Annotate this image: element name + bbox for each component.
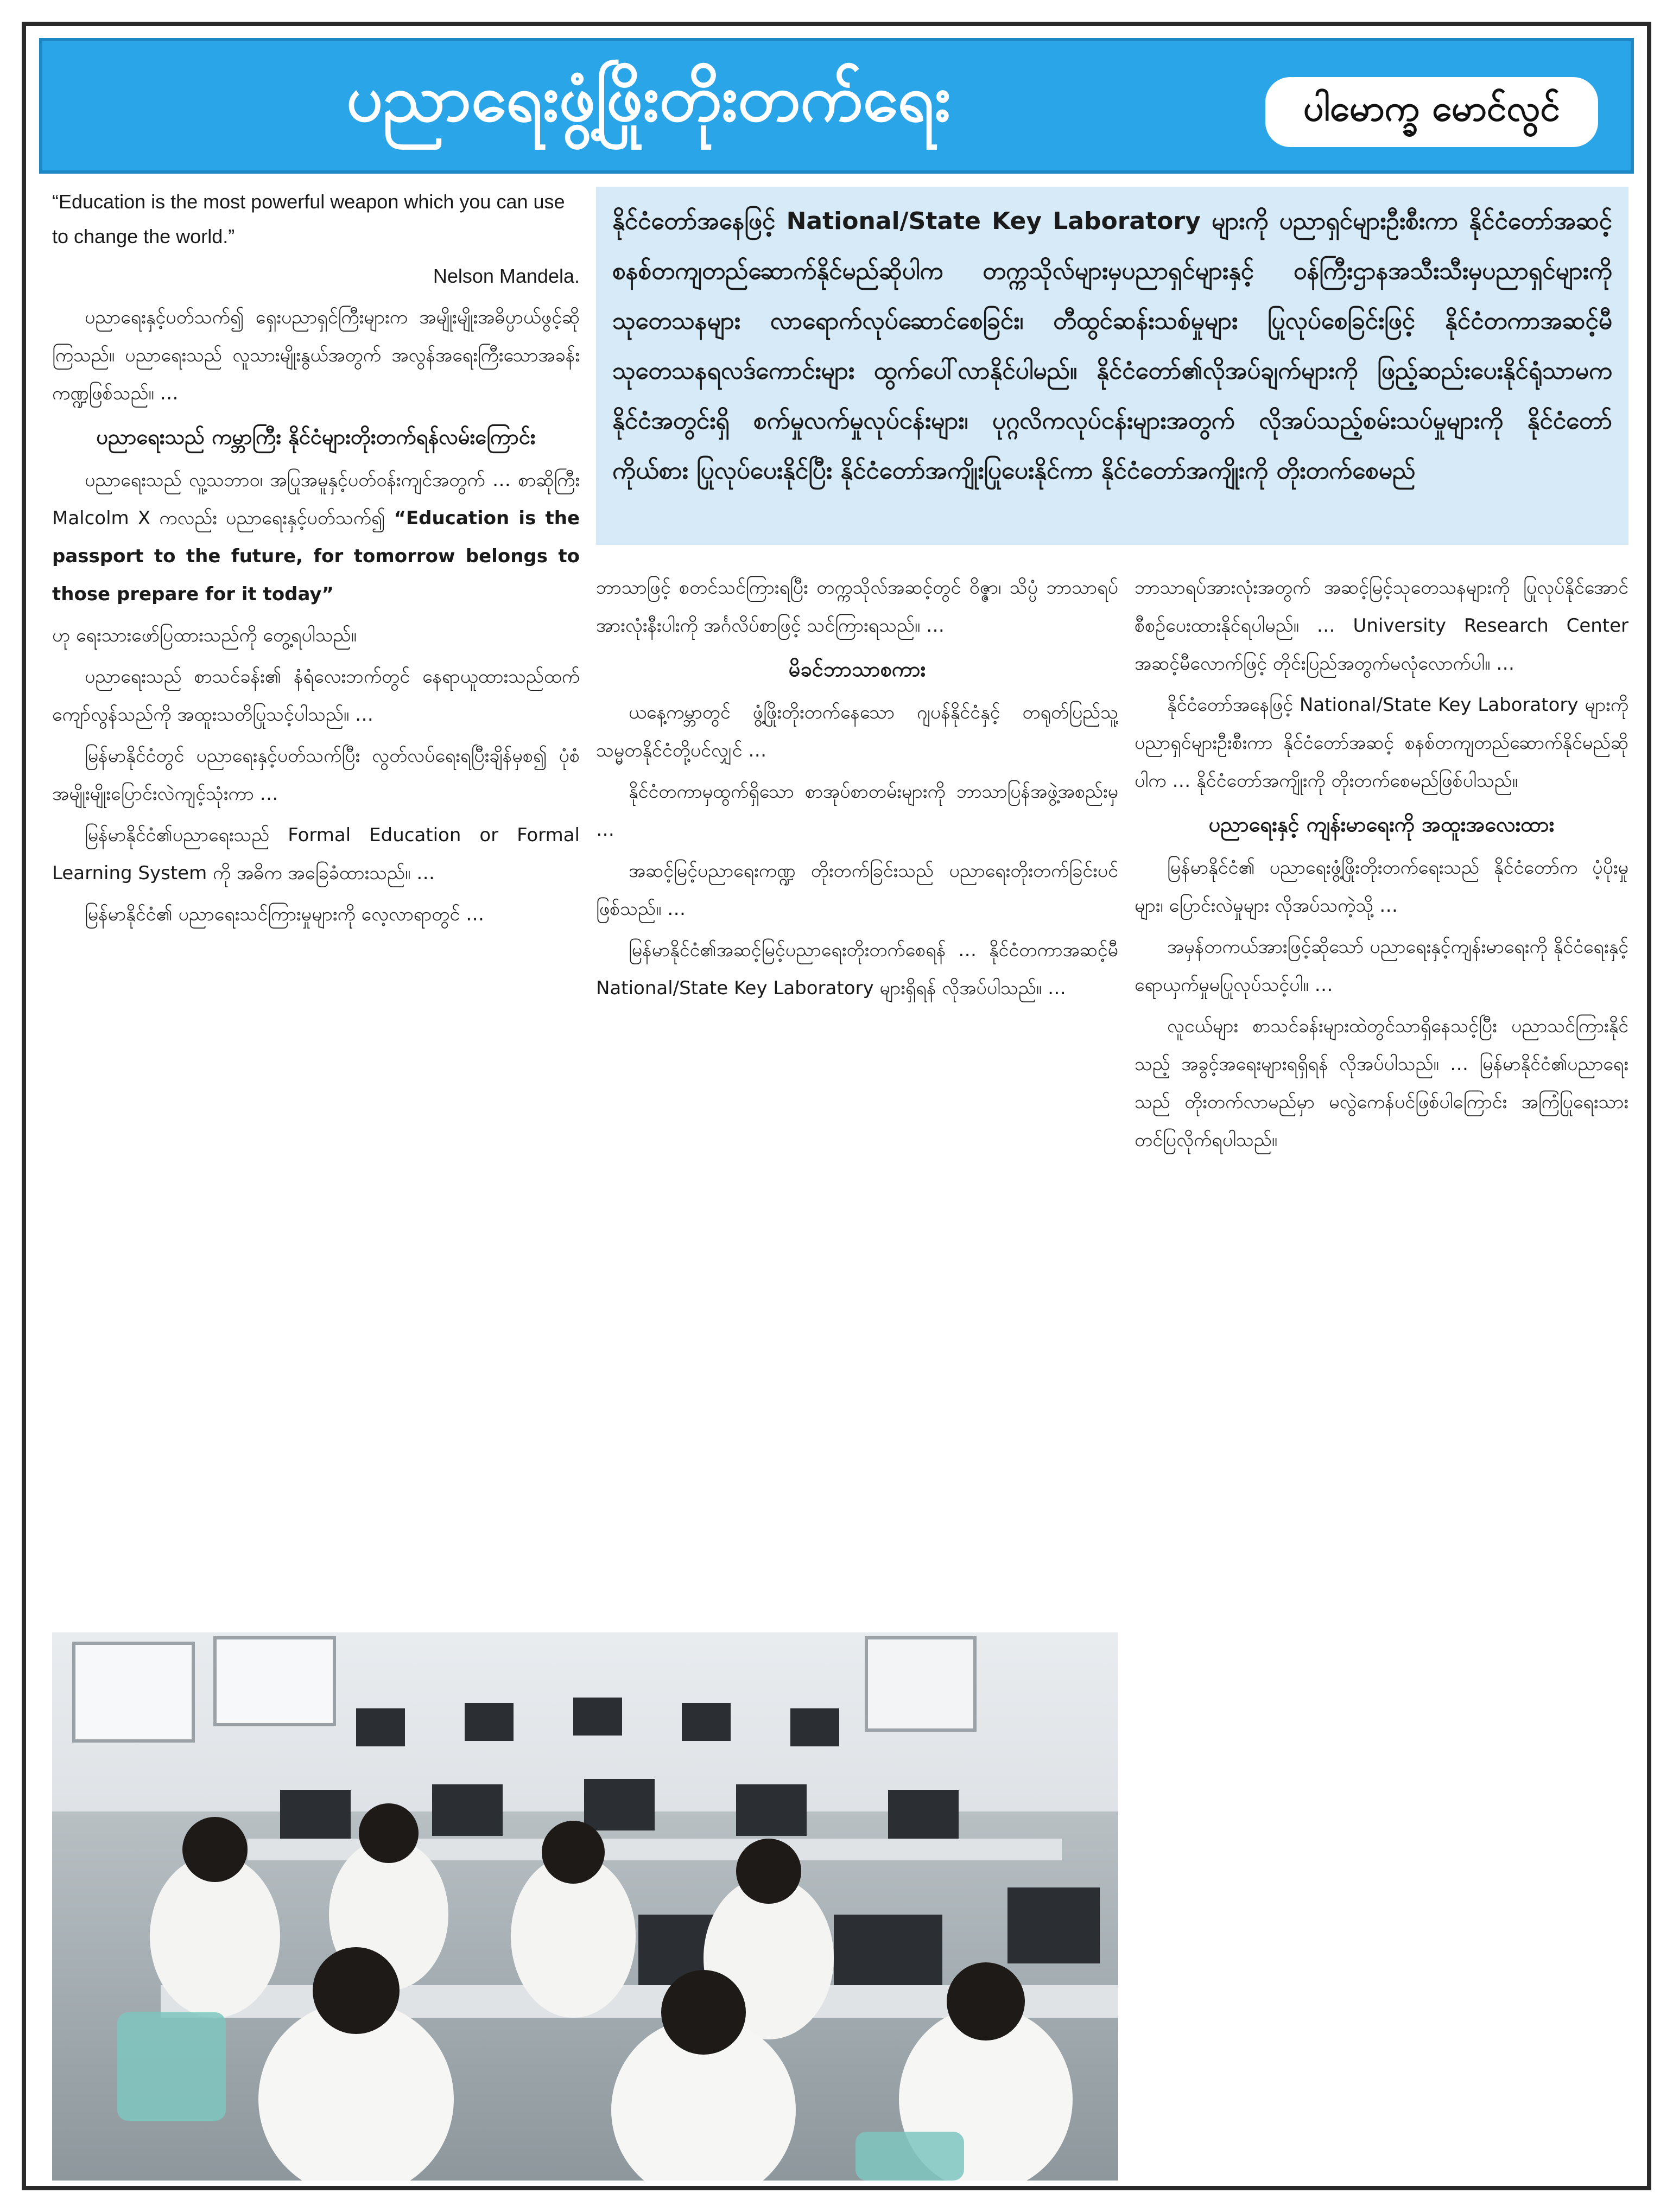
title-banner xyxy=(39,38,1634,174)
column-3 xyxy=(1135,569,1628,2175)
column-2 xyxy=(596,569,1118,1616)
col2-paragraph-5: မြန်မာနိုင်ငံ၏အဆင့်မြင့်ပညာရေးတိုးတက်စေရန် … နိုင်ငံတကာအဆင့်မီ National/State Key Laboratory များရှိရန် လိုအပ်ပါသည်။ … xyxy=(596,939,1118,999)
col1-paragraph-4: မြန်မာနိုင်ငံတွင် ပညာရေးနှင့်ပတ်သက်ပြီး လွတ်လပ်ရေးရပြီးချိန်မှစ၍ ပုံစံအမျိုးမျိုးပြောင်းလဲကျင့်သုံးကာ … xyxy=(52,745,580,805)
col2-subheading: မိခင်ဘာသာစကား xyxy=(788,657,926,681)
col3-paragraph-1: ဘာသာရပ်အားလုံးအတွက် အဆင့်မြင့်သုတေသနများကို ပြုလုပ်နိုင်အောင် စီစဉ်ပေးထားနိုင်ရပါမည်။ … University Research Center အဆင့်မီလောက်ဖြင့် တိုင်းပြည်အတွက်မလုံလောက်ပါ။ … xyxy=(1135,577,1628,675)
col1-paragraph-1: ပညာရေးနှင့်ပတ်သက်၍ ရှေးပညာရှင်ကြီးများက အမျိုးမျိုးအဓိပ္ပာယ်ဖွင့်ဆိုကြသည်။ ပညာရေးသည် လူသားမျိုးနွယ်အတွက် အလွန်အရေးကြီးသောအခန်းကဏ္ဍဖြစ်သည်။ … xyxy=(52,307,580,404)
column-1 xyxy=(52,185,580,1617)
col2-paragraph-1: ဘာသာဖြင့် စတင်သင်ကြားရပြီး တက္ကသိုလ်အဆင့်တွင် ဝိဇ္ဇာ၊ သိပ္ပံ ဘာသာရပ်အားလုံးနီးပါးကို အင်္ဂလိပ်စာဖြင့် သင်ကြားရသည်။ … xyxy=(596,577,1118,637)
col1-subheading: ပညာရေးသည် ကမ္ဘာကြီး နိုင်ငံများတိုးတက်ရန်လမ်းကြောင်း xyxy=(96,425,536,449)
col3-subheading: ပညာရေးနှင့် ကျန်းမာရေးကို အထူးအလေးထား xyxy=(1208,812,1555,836)
col2-paragraph-3: နိုင်ငံတကာမှထွက်ရှိသော စာအုပ်စာတမ်းများကို ဘာသာပြန်အဖွဲ့အစည်းမှ … xyxy=(596,781,1118,841)
col3-paragraph-3: မြန်မာနိုင်ငံ၏ ပညာရေးဖွံ့ဖြိုးတိုးတက်ရေးသည် နိုင်ငံတော်က ပံ့ပိုးမှုများ၊ ပြောင်းလဲမှုများ လိုအပ်သကဲ့သို့ … xyxy=(1135,857,1628,917)
col3-paragraph-5: လူငယ်များ စာသင်ခန်းများထဲတွင်သာရှိနေသင့်ပြီး ပညာသင်ကြားနိုင်သည့် အခွင့်အရေးများရရှိရန် လိုအပ်ပါသည်။ … မြန်မာနိုင်ငံ၏ပညာရေးသည် တိုးတက်လာမည်မှာ မလွဲကေန်ပင်ဖြစ်ပါကြောင်း အကြံပြုရေးသားတင်ပြလိုက်ရပါသည်။ xyxy=(1135,1015,1628,1151)
author-byline: ပါမောက္ခ မောင်လွင် xyxy=(1265,77,1598,147)
col2-paragraph-2: ယနေ့ကမ္ဘာတွင် ဖွံ့ဖြိုးတိုးတက်နေသော ဂျပန်နိုင်ငံနှင့် တရုတ်ပြည်သူ့သမ္မတနိုင်ငံတို့ပင်လျှင် … xyxy=(596,702,1118,761)
malcolm-x-quote: “Education is the passport to the future, for tomorrow belongs to those prepare for it today” xyxy=(52,507,580,605)
col1-paragraph-3: ပညာရေးသည် စာသင်ခန်း၏ နံရံလေးဘက်တွင် နေရာယူထားသည်ထက် ကျော်လွန်သည်ကို အထူးသတိပြုသင့်ပါသည်။ … xyxy=(52,666,580,726)
mandela-quote-author: Nelson Mandela. xyxy=(433,265,580,287)
mandela-quote: “Education is the most powerful weapon which you can use to change the world.” xyxy=(52,190,565,247)
col1-paragraph-2-end: ဟု ရေးသားဖော်ပြထားသည်ကို တွေ့ရပါသည်။ xyxy=(52,625,357,646)
col1-paragraph-6: မြန်မာနိုင်ငံ၏ ပညာရေးသင်ကြားမှုများကို လေ့လာရာတွင် … xyxy=(85,904,485,925)
col2-paragraph-4: အဆင့်မြင့်ပညာရေးကဏ္ဍ တိုးတက်ခြင်းသည် ပညာရေးတိုးတက်ခြင်းပင်ဖြစ်သည်။ … xyxy=(596,860,1118,920)
col1-paragraph-2: ပညာရေးသည် လူ့သဘာဝ၊ အပြုအမူနှင့်ပတ်ဝန်းကျင်အတွက် … စာဆိုကြီး Malcolm X ကလည်း ပညာရေးနှင့်ပတ်သက်၍ “Education is the passport to the future, for tomorrow belongs to those prepare for it today” xyxy=(52,469,580,605)
page-title: ပညာရေးဖွံ့ဖြိုးတိုးတက်ရေး xyxy=(346,61,951,136)
pull-quote-box: နိုင်ငံတော်အနေဖြင့် National/State Key Laboratory များကို ပညာရှင်များဦးစီးကာ နိုင်ငံတော်အဆင့် စနစ်တကျတည်ဆောက်နိုင်မည်ဆိုပါက တက္ကသိုလ်များမှပညာရှင်များနှင့် ဝန်ကြီးဌာနအသီးသီးမှပညာရှင်များကို သုတေသနများ လာရောက်လုပ်ဆောင်စေခြင်း၊ တီထွင်ဆန်းသစ်မှုများ ပြုလုပ်စေခြင်းဖြင့် နိုင်ငံတကာအဆင့်မီ သုတေသနရလဒ်ကောင်းများ ထွက်ပေါ်လာနိုင်ပါမည်။ နိုင်ငံတော်၏လိုအပ်ချက်များကို ဖြည့်ဆည်းပေးနိုင်ရုံသာမက နိုင်ငံအတွင်းရှိ စက်မှုလက်မှုလုပ်ငန်းများ၊ ပုဂ္ဂလိကလုပ်ငန်းများအတွက် လိုအပ်သည့်စမ်းသပ်မှုများကို နိုင်ငံတော်ကိုယ်စား ပြုလုပ်ပေးနိုင်ပြီး နိုင်ငံတော်အကျိုးပြုပေးနိုင်ကာ နိုင်ငံတော်အကျိုးကို တိုးတက်စေမည် xyxy=(596,187,1628,545)
col1-paragraph-5: မြန်မာနိုင်ငံ၏ပညာရေးသည် Formal Education or Formal Learning System ကို အဓိက အခြေခံထားသည်။ … xyxy=(52,824,580,884)
newspaper-page xyxy=(22,22,1651,2190)
col3-paragraph-2: နိုင်ငံတော်အနေဖြင့် National/State Key Laboratory များကို ပညာရှင်များဦးစီးကာ နိုင်ငံတော်အဆင့် စနစ်တကျတည်ဆောက်နိုင်မည်ဆိုပါက … နိုင်ငံတော်အကျိုးကို တိုးတက်စေမည်ဖြစ်ပါသည်။ xyxy=(1135,694,1628,792)
col3-paragraph-4: အမှန်တကယ်အားဖြင့်ဆိုသော် ပညာရေးနှင့်ကျန်းမာရေးကို နိုင်ငံရေးနှင့် ရောယှက်မှုမပြုလုပ်သင့်ပါ။ … xyxy=(1135,936,1628,996)
classroom-computer-lab-photo xyxy=(52,1632,1118,2181)
